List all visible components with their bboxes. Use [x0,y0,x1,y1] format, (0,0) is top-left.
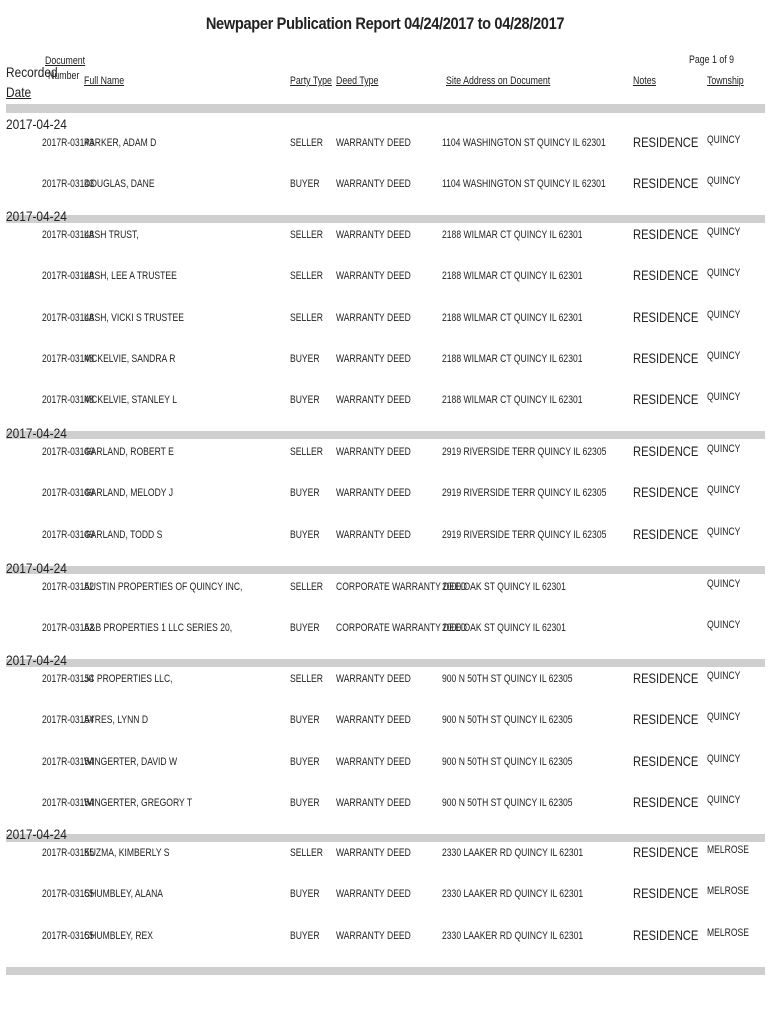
document-number: 2017R-03149 [42,528,95,541]
full-name: LASH, LEE A TRUSTEE [84,270,177,283]
township: QUINCY [707,267,741,280]
document-number: 2017R-03149 [42,446,95,458]
deed-type: WARRANTY DEED [336,394,411,407]
notes: RESIDENCE [633,267,699,284]
notes: RESIDENCE [633,226,699,242]
document-number: 2017R-03155 [42,929,95,942]
notes: RESIDENCE [633,308,699,325]
party-type: SELLER [290,270,323,283]
site-address: 2188 WILMAR CT QUINCY IL 62301 [442,352,583,365]
notes: RESIDENCE [633,175,699,192]
deed-type: WARRANTY DEED [336,847,411,859]
full-name: GARLAND, MELODY J [84,487,174,500]
table-row [0,793,770,817]
notes: RESIDENCE [633,391,699,408]
notes: RESIDENCE [633,885,699,902]
table-row [0,670,770,693]
township: QUINCY [707,226,741,238]
recorded-date: 2017-04-24 [6,116,67,132]
notes: RESIDENCE [633,443,699,459]
site-address: 2000 OAK ST QUINCY IL 62301 [442,581,566,593]
table-row [0,619,770,642]
deed-type: WARRANTY DEED [336,888,411,901]
full-name: LASH, VICKI S TRUSTEE [84,311,184,324]
notes: RESIDENCE [633,484,699,501]
party-type: SELLER [290,581,323,593]
township: QUINCY [707,175,741,188]
deed-type: WARRANTY DEED [336,796,411,809]
deed-type: WARRANTY DEED [336,755,411,768]
header-number: Number [48,70,80,82]
header-notes: Notes [633,75,656,87]
party-type: SELLER [290,673,323,685]
document-number: 2017R-03154 [42,714,95,727]
deed-type: WARRANTY DEED [336,270,411,283]
table-row [0,267,770,290]
township: QUINCY [707,711,741,724]
deed-type: WARRANTY DEED [336,446,411,458]
party-type: BUYER [290,929,320,942]
township: QUINCY [707,391,741,404]
township: QUINCY [707,525,741,538]
party-type: BUYER [290,487,320,500]
site-address: 2188 WILMAR CT QUINCY IL 62301 [442,311,583,324]
site-address: 900 N 50TH ST QUINCY IL 62305 [442,673,573,685]
group-divider [6,566,765,574]
document-number: 2017R-03154 [42,673,95,685]
full-name: A&B PROPERTIES 1 LLC SERIES 20, [84,622,233,635]
header-party-type: Party Type [290,75,332,87]
site-address: 2188 WILMAR CT QUINCY IL 62301 [442,394,583,407]
party-type: SELLER [290,137,323,149]
party-type: BUYER [290,796,320,809]
full-name: DOUGLAS, DANE [84,178,155,191]
group-divider [6,215,765,223]
table-row [0,175,770,198]
table-row [0,926,770,950]
site-address: 900 N 50TH ST QUINCY IL 62305 [442,796,573,809]
full-name: KUZMA, KIMBERLY S [84,847,170,859]
full-name: MCKELVIE, SANDRA R [84,352,176,365]
site-address: 2919 RIVERSIDE TERR QUINCY IL 62305 [442,446,607,458]
party-type: BUYER [290,714,320,727]
township: QUINCY [707,308,741,321]
document-number: 2017R-03148 [42,270,95,283]
document-number: 2017R-03152 [42,581,95,593]
header-divider [6,104,765,113]
recorded-date: 2017-04-24 [6,208,67,224]
township: QUINCY [707,752,741,765]
township: QUINCY [707,484,741,497]
party-type: SELLER [290,311,323,324]
township: MELROSE [707,926,749,939]
table-row [0,711,770,734]
deed-type: CORPORATE WARRANTY DEED [336,581,467,593]
header-full-name: Full Name [84,75,125,87]
document-number: 2017R-03148 [42,311,95,324]
township: QUINCY [707,670,741,682]
table-row [0,226,770,249]
site-address: 900 N 50TH ST QUINCY IL 62305 [442,714,573,727]
header-recorded: Recorded [6,64,58,80]
group-divider [6,431,765,439]
deed-type: WARRANTY DEED [336,487,411,500]
full-name: PARKER, ADAM D [84,137,157,149]
party-type: SELLER [290,229,323,241]
township: QUINCY [707,619,741,632]
document-number: 2017R-03143 [42,178,95,191]
header-date: Date [6,84,32,100]
table-row [0,578,770,601]
notes: RESIDENCE [633,349,699,366]
full-name: AYRES, LYNN D [84,714,149,727]
group-divider [6,659,765,667]
full-name: JC PROPERTIES LLC, [84,673,173,685]
township: MELROSE [707,885,749,898]
recorded-date: 2017-04-24 [6,425,67,441]
table-row [0,752,770,776]
deed-type: WARRANTY DEED [336,673,411,685]
deed-type: WARRANTY DEED [336,352,411,365]
recorded-date: 2017-04-24 [6,826,67,842]
table-row [0,525,770,549]
full-name: GARLAND, TODD S [84,528,163,541]
full-name: CHUMBLEY, REX [84,929,153,942]
party-type: BUYER [290,394,320,407]
site-address: 2919 RIVERSIDE TERR QUINCY IL 62305 [442,528,607,541]
table-row [0,134,770,157]
document-number: 2017R-03149 [42,487,95,500]
site-address: 1104 WASHINGTON ST QUINCY IL 62301 [442,137,606,149]
full-name: LASH TRUST, [84,229,139,241]
full-name: WINGERTER, DAVID W [84,755,178,768]
notes: RESIDENCE [633,711,699,728]
site-address: 2000 OAK ST QUINCY IL 62301 [442,622,566,635]
group-divider [6,834,765,842]
page-number: Page 1 of 9 [689,54,735,66]
table-row [0,308,770,332]
notes: RESIDENCE [633,670,699,686]
party-type: BUYER [290,178,320,191]
deed-type: WARRANTY DEED [336,178,411,191]
township: QUINCY [707,793,741,806]
table-row [0,844,770,867]
header-township: Township [707,75,744,87]
site-address: 2330 LAAKER RD QUINCY IL 62301 [442,888,584,901]
township: MELROSE [707,844,749,856]
group-divider [6,967,765,975]
site-address: 2919 RIVERSIDE TERR QUINCY IL 62305 [442,487,607,500]
notes: RESIDENCE [633,525,699,542]
deed-type: WARRANTY DEED [336,137,411,149]
deed-type: WARRANTY DEED [336,528,411,541]
site-address: 2188 WILMAR CT QUINCY IL 62301 [442,270,583,283]
table-row [0,443,770,466]
deed-type: WARRANTY DEED [336,929,411,942]
party-type: BUYER [290,352,320,365]
report-title: Newpaper Publication Report 04/24/2017 to 04/28/2017 [205,14,565,33]
document-number: 2017R-03155 [42,888,95,901]
deed-type: WARRANTY DEED [336,229,411,241]
party-type: BUYER [290,888,320,901]
header-deed-type: Deed Type [336,75,379,87]
full-name: WINGERTER, GREGORY T [84,796,193,809]
header-document: Document [45,55,86,67]
table-row [0,391,770,414]
document-number: 2017R-03154 [42,796,95,809]
document-number: 2017R-03155 [42,847,95,859]
table-row [0,349,770,373]
party-type: BUYER [290,622,320,635]
header-site-address: Site Address on Document [446,75,551,87]
notes: RESIDENCE [633,793,699,810]
township: QUINCY [707,443,741,455]
recorded-date: 2017-04-24 [6,560,67,576]
table-row [0,885,770,908]
site-address: 2330 LAAKER RD QUINCY IL 62301 [442,929,584,942]
notes: RESIDENCE [633,926,699,943]
document-number: 2017R-03148 [42,394,95,407]
site-address: 2188 WILMAR CT QUINCY IL 62301 [442,229,583,241]
full-name: CHUMBLEY, ALANA [84,888,164,901]
party-type: BUYER [290,528,320,541]
notes: RESIDENCE [633,752,699,769]
site-address: 1104 WASHINGTON ST QUINCY IL 62301 [442,178,606,191]
site-address: 2330 LAAKER RD QUINCY IL 62301 [442,847,584,859]
document-number: 2017R-03143 [42,137,95,149]
document-number: 2017R-03152 [42,622,95,635]
table-row [0,484,770,507]
notes: RESIDENCE [633,844,699,860]
document-number: 2017R-03154 [42,755,95,768]
township: QUINCY [707,578,741,590]
document-number: 2017R-03148 [42,229,95,241]
deed-type: CORPORATE WARRANTY DEED [336,622,467,635]
party-type: SELLER [290,847,323,859]
full-name: MCKELVIE, STANLEY L [84,394,177,407]
deed-type: WARRANTY DEED [336,311,411,324]
deed-type: WARRANTY DEED [336,714,411,727]
notes: RESIDENCE [633,134,699,150]
party-type: BUYER [290,755,320,768]
full-name: GARLAND, ROBERT E [84,446,174,458]
recorded-date: 2017-04-24 [6,652,67,668]
full-name: AUSTIN PROPERTIES OF QUINCY INC, [84,581,243,593]
township: QUINCY [707,134,741,146]
township: QUINCY [707,349,741,362]
document-number: 2017R-03148 [42,352,95,365]
site-address: 900 N 50TH ST QUINCY IL 62305 [442,755,573,768]
party-type: SELLER [290,446,323,458]
